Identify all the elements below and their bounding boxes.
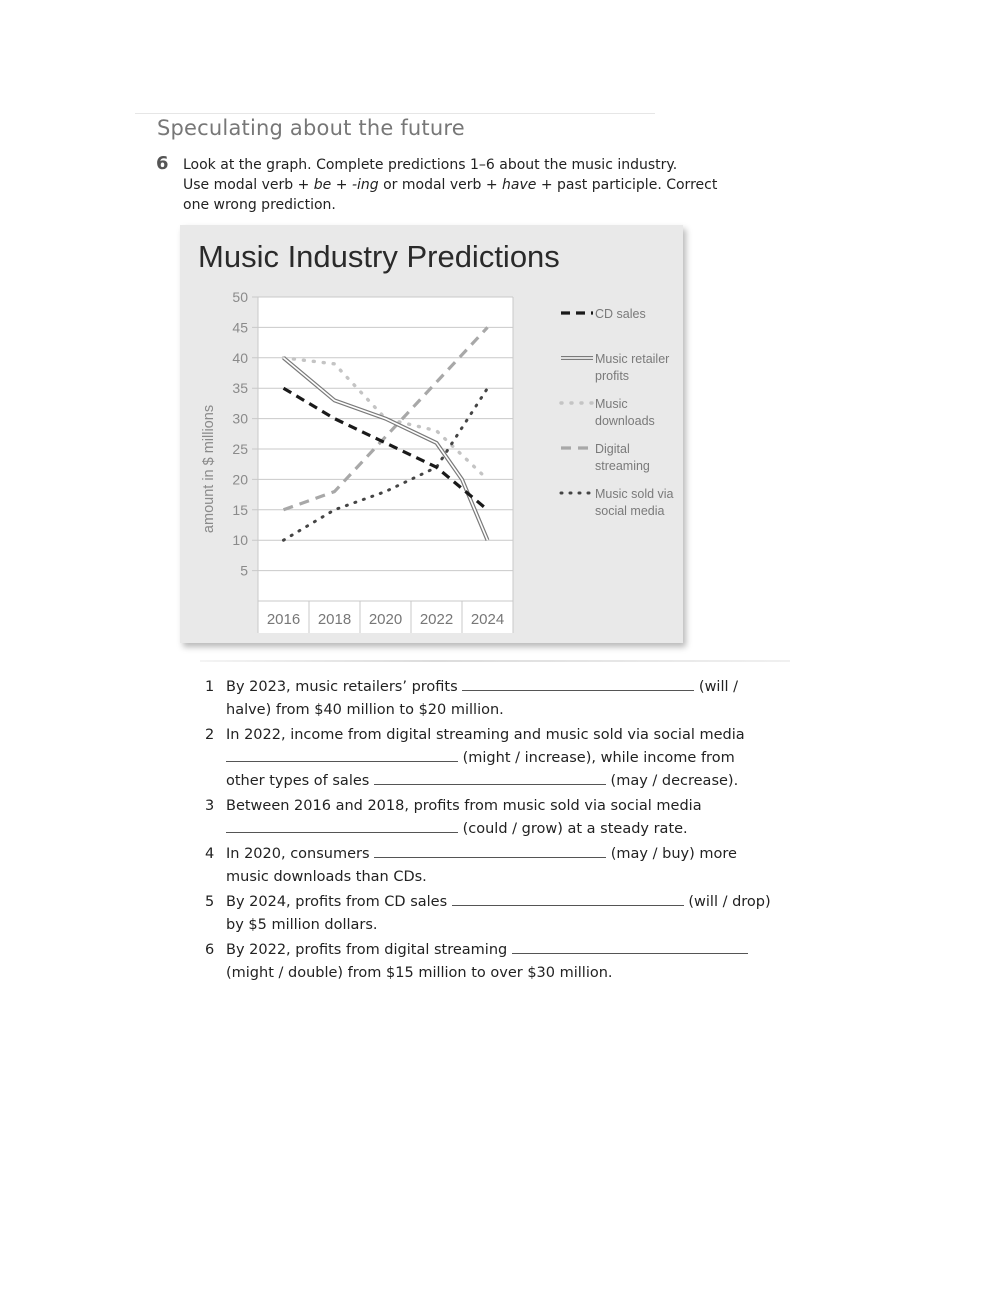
instruction-line-1: Look at the graph. Complete predictions 1–6 about the music industry. — [183, 157, 678, 173]
legend-label: streaming — [595, 459, 650, 473]
question-text: music downloads than CDs. — [226, 869, 427, 885]
question-text: by $5 million dollars. — [226, 917, 378, 933]
question-text: (could / grow) at a steady rate. — [458, 821, 688, 837]
answer-blank[interactable] — [512, 939, 748, 954]
y-axis-label: amount in $ millions — [201, 404, 217, 534]
chart-panel — [180, 225, 683, 643]
question-line — [226, 843, 805, 866]
question-line — [226, 962, 805, 985]
y-tick-label: 25 — [232, 441, 248, 457]
y-tick-label: 5 — [240, 562, 248, 579]
separator-rule — [200, 660, 790, 662]
exercise-number: 6 — [156, 153, 169, 174]
question-line — [226, 866, 805, 889]
answer-blank[interactable] — [226, 747, 458, 762]
question-3 — [205, 795, 805, 841]
answer-blank[interactable] — [374, 770, 606, 785]
x-tick-label: 2022 — [419, 611, 454, 628]
x-tick-label: 2016 — [266, 611, 301, 628]
question-line — [226, 724, 805, 747]
legend-label: CD sales — [595, 307, 646, 321]
question-2 — [205, 724, 805, 793]
legend-label: Digital — [595, 442, 630, 456]
chart-title: Music Industry Predictions — [198, 239, 560, 274]
question-1 — [205, 676, 805, 722]
question-line — [226, 891, 805, 914]
x-tick-label: 2024 — [470, 611, 505, 628]
legend-label: downloads — [595, 414, 655, 428]
y-tick-label: 30 — [232, 410, 248, 427]
legend-label: Music — [595, 397, 628, 411]
answer-blank[interactable] — [226, 818, 458, 833]
exercise-instructions — [183, 155, 718, 215]
top-rule — [135, 113, 655, 114]
question-text: By 2023, music retailers’ profits — [226, 679, 463, 695]
question-text: In 2022, income from digital streaming and music sold via social media — [226, 727, 745, 743]
y-tick-label: 20 — [232, 471, 248, 488]
question-line — [226, 770, 805, 793]
line-chart — [180, 225, 683, 643]
question-text: (might / increase), while income from — [458, 750, 735, 766]
questions-list — [205, 676, 805, 987]
y-tick-label: 50 — [232, 289, 248, 305]
answer-blank[interactable] — [452, 891, 684, 906]
question-5 — [205, 891, 805, 937]
question-4 — [205, 843, 805, 889]
question-text: (may / buy) more — [606, 846, 737, 862]
question-6 — [205, 939, 805, 985]
y-tick-label: 45 — [232, 319, 248, 336]
question-number: 2 — [205, 727, 215, 743]
question-number: 6 — [205, 942, 215, 958]
y-tick-label: 15 — [232, 501, 248, 518]
question-line — [226, 747, 805, 770]
legend-label: profits — [595, 369, 630, 383]
instruction-line-2: Use modal verb + be + -ing or modal verb + have + past participle. Correct — [183, 177, 718, 193]
question-line — [226, 939, 805, 962]
question-text: other types of sales — [226, 773, 374, 789]
section-title: Speculating about the future — [157, 116, 465, 140]
legend-label: Music sold via — [595, 487, 674, 501]
question-number: 5 — [205, 894, 215, 910]
question-text: In 2020, consumers — [226, 846, 375, 862]
y-tick-label: 10 — [232, 532, 248, 549]
question-text: Between 2016 and 2018, profits from music sold via social media — [226, 798, 702, 814]
answer-blank[interactable] — [462, 676, 694, 691]
legend-label: Music retailer — [595, 352, 670, 366]
legend-label: social media — [595, 504, 665, 518]
question-line — [226, 795, 805, 818]
question-text: (might / double) from $15 million to over $30 million. — [226, 965, 613, 981]
answer-blank[interactable] — [374, 843, 606, 858]
question-number: 4 — [205, 846, 215, 862]
question-number: 3 — [205, 798, 215, 814]
question-number: 1 — [205, 679, 215, 695]
question-text: By 2024, profits from CD sales — [226, 894, 452, 910]
y-tick-label: 35 — [232, 380, 248, 397]
question-line — [226, 699, 805, 722]
instruction-line-3: one wrong prediction. — [183, 197, 336, 213]
question-text: (will / drop) — [683, 894, 771, 910]
x-tick-label: 2020 — [368, 611, 403, 628]
question-text: By 2022, profits from digital streaming — [226, 942, 512, 958]
question-text: (may / decrease). — [605, 773, 739, 789]
question-text: halve) from $40 million to $20 million. — [226, 702, 504, 718]
question-text: (will / — [694, 679, 739, 695]
x-tick-label: 2018 — [317, 611, 352, 628]
question-line — [226, 818, 805, 841]
question-line — [226, 676, 805, 699]
question-line — [226, 914, 805, 937]
y-tick-label: 40 — [232, 349, 248, 366]
